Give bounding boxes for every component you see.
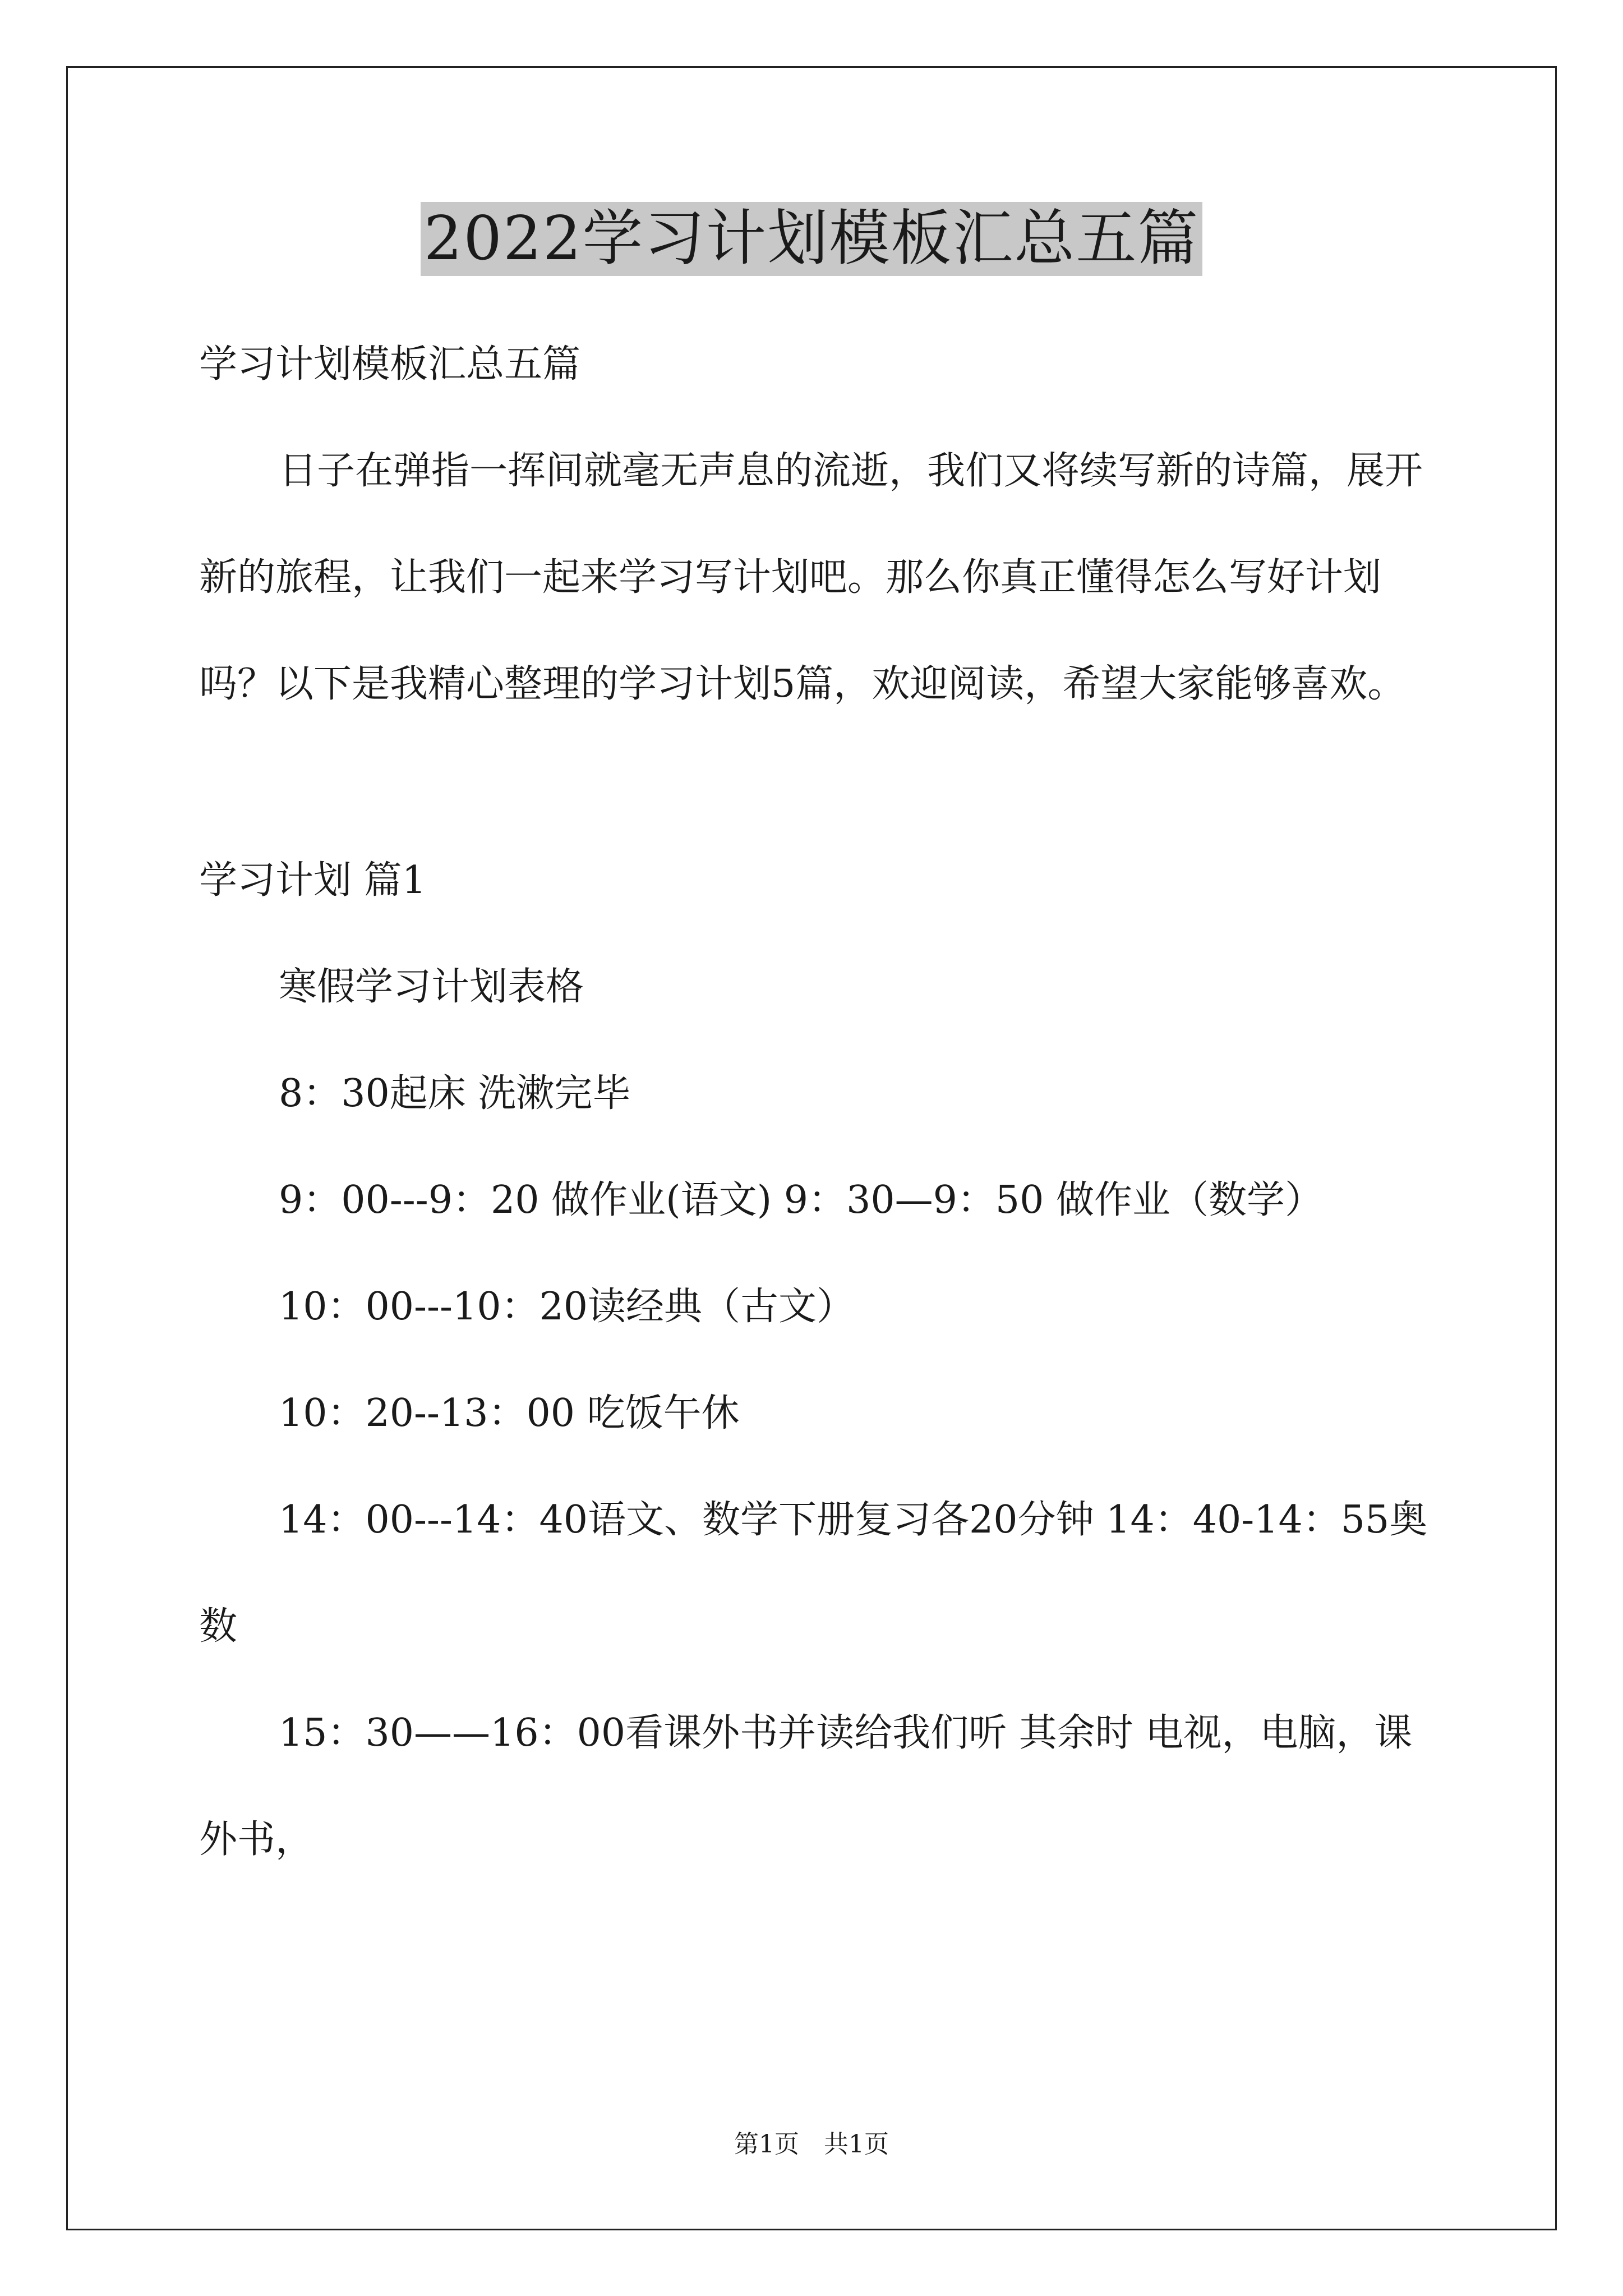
schedule-line: 14：00---14：40语文、数学下册复习各20分钟 14：40-14：55奥数 [199, 1498, 1428, 1649]
page-footer [0, 2129, 1623, 2160]
title-container [0, 202, 1623, 276]
schedule-line: 9：00---9：20 做作业(语文) 9：30—9：50 做作业（数学） [279, 1178, 1323, 1222]
schedule-line: 15：30——16：00看课外书并读给我们听 其余时 电视，电脑，课外书， [199, 1711, 1413, 1862]
schedule-line: 10：00---10：20读经典（古文） [279, 1285, 855, 1329]
schedule-line: 8：30起床 洗漱完毕 [279, 1071, 631, 1116]
document-body [199, 311, 1438, 1893]
intro-paragraph: 日子在弹指一挥间就毫无声息的流逝，我们又将续写新的诗篇，展开新的旅程，让我们一起来学习写计划吧。那么你真正懂得怎么写好计划吗？以下是我精心整理的学习计划5篇，欢迎阅读，希望大家能够喜欢。 [199, 449, 1423, 706]
section-heading: 学习计划 篇1 [199, 858, 426, 903]
document-subtitle: 学习计划模板汇总五篇 [199, 342, 581, 386]
document-title: 2022学习计划模板汇总五篇 [421, 202, 1203, 276]
page-total: 共1页 [824, 2130, 889, 2159]
schedule-line: 寒假学习计划表格 [279, 965, 584, 1009]
section-spacer [199, 738, 1438, 827]
page-number: 第1页 [734, 2130, 799, 2159]
schedule-line: 10：20--13：00 吃饭午休 [279, 1391, 740, 1435]
